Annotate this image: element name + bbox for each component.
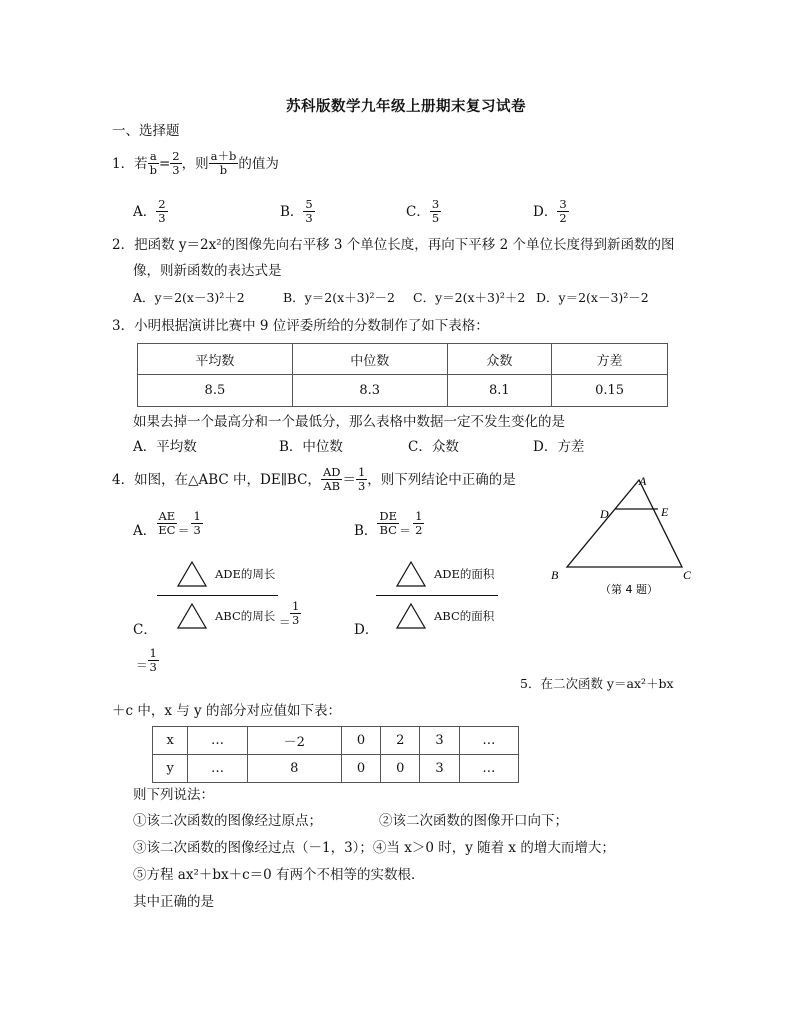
q1-option-a-label: A． — [133, 203, 157, 220]
q4-b-den: BC — [379, 523, 397, 537]
question-2-line2: 像，则新函数的表达式是 — [133, 263, 282, 279]
q4-b-num2: 1 — [415, 509, 423, 523]
q1-opt-a-num: 2 — [158, 197, 166, 211]
q1-opt-b-num: 5 — [305, 197, 313, 211]
q1-option-c[interactable] — [406, 198, 441, 225]
q4-pre: 4．如图，在△ABC 中，DE∥BC， — [112, 471, 321, 488]
q3-header-cell: 众数 — [447, 344, 552, 375]
q4-tail: ，则下列结论中正确的是 — [367, 471, 516, 488]
q4-option-b[interactable] — [354, 510, 424, 537]
q5-xy-table — [152, 726, 519, 783]
q2-option-a[interactable]: A．y＝2(x－3)²＋2 — [133, 290, 245, 305]
q4-d-bottom-text: ABC的面积 — [434, 609, 495, 623]
q5-statement-2: ②该二次函数的图像开口向下； — [379, 813, 568, 829]
q5-x-cell: －2 — [247, 727, 341, 755]
q5-y-cell: 8 — [247, 755, 341, 783]
q5-x-cell: x — [153, 727, 188, 755]
q1-option-b-label: B． — [280, 203, 304, 220]
q4-b-eq: ＝ — [399, 524, 412, 538]
q3-value-cell: 0.15 — [552, 375, 668, 407]
q1-frac2-den: 3 — [172, 163, 180, 177]
q5-y-cell: 0 — [341, 755, 380, 783]
q5-then: 则下列说法： — [133, 787, 214, 803]
q4-c-top-text: ADE的周长 — [215, 567, 276, 581]
q4-option-a[interactable] — [133, 510, 203, 537]
q3-header-cell: 平均数 — [138, 344, 293, 375]
q5-y-cell: y — [153, 755, 188, 783]
q4-a-den2: 3 — [193, 523, 201, 537]
q1-fraction-a-over-b — [148, 150, 159, 177]
q4-b-num: DE — [379, 509, 398, 523]
q1-tail: 的值为 — [238, 155, 279, 172]
q4-overflow-num: 1 — [149, 646, 157, 660]
q4-frac2-den: 3 — [357, 479, 366, 493]
q4-d-top-text: ADE的面积 — [434, 567, 495, 581]
q4-option-d[interactable]: D． — [354, 622, 379, 638]
q2-option-d[interactable]: D．y＝2(x－3)²－2 — [536, 290, 649, 305]
figure-label-c: C — [683, 568, 692, 582]
q1-frac1-num: a — [149, 149, 157, 163]
q4-frac2-num: 1 — [357, 465, 366, 479]
page-title: 苏科版数学九年级上册期末复习试卷 — [286, 98, 526, 115]
q5-y-cell: 3 — [420, 755, 459, 783]
q3-option-d[interactable]: D．方差 — [533, 439, 585, 455]
q4-frac-den: AB — [323, 479, 341, 493]
q3-value-cell: 8.3 — [292, 375, 447, 407]
q4-c-den2: 3 — [292, 613, 300, 627]
question-1-stem — [112, 150, 279, 177]
q4-c-fraction-bar — [157, 595, 278, 596]
q4-d-fraction-bar — [376, 595, 498, 596]
q3-option-a[interactable]: A．平均数 — [133, 439, 197, 455]
q1-option-b[interactable] — [280, 198, 315, 225]
q1-fraction-target — [209, 150, 239, 177]
q1-option-a[interactable] — [133, 198, 168, 225]
q4-overflow-eq: ＝ — [136, 657, 148, 672]
q3-stats-table — [137, 343, 668, 407]
q1-mid: ，则 — [181, 155, 209, 172]
q4-c-eq: ＝ — [279, 615, 291, 629]
q1-frac2-num: 2 — [172, 149, 180, 163]
triangle-icon — [177, 603, 207, 633]
q4-a-eq: ＝ — [177, 524, 190, 538]
question-2-line1: 2．把函数 y＝2x²的图像先向右平移 3 个单位长度，再向下平移 2 个单位长度得到新函数的图 — [112, 237, 675, 253]
q1-number: 1．若 — [112, 155, 148, 172]
question-5-cont: ＋c 中，x 与 y 的部分对应值如下表： — [112, 703, 341, 719]
figure-label-e: E — [661, 505, 669, 519]
q1-opt-d-num: 3 — [559, 197, 567, 211]
q3-value-cell: 8.1 — [447, 375, 552, 407]
triangle-icon — [396, 561, 426, 591]
q5-x-cell: … — [459, 727, 518, 755]
q4-option-c[interactable]: C． — [133, 622, 157, 638]
q1-frac3-num: a＋b — [210, 149, 237, 163]
q3-header-cell: 方差 — [552, 344, 668, 375]
q5-which: 其中正确的是 — [133, 894, 214, 910]
figure-label-d: D — [600, 507, 609, 521]
q5-statement-5: ⑤方程 ax²＋bx＋c＝0 有两个不相等的实数根． — [133, 867, 425, 883]
q5-x-cell: … — [188, 727, 247, 755]
q5-y-cell: … — [188, 755, 247, 783]
q4-a-num2: 1 — [193, 509, 201, 523]
q1-opt-a-den: 3 — [158, 211, 166, 225]
question-5-start: 5．在二次函数 y＝ax²＋bx — [520, 676, 674, 691]
q1-frac3-den: b — [219, 163, 228, 177]
q1-option-c-label: C． — [406, 203, 430, 220]
question-4-stem — [112, 466, 516, 493]
q1-opt-d-den: 2 — [559, 211, 567, 225]
q4-overflow-fraction — [136, 647, 159, 674]
q5-statement-3-4: ③该二次函数的图像经过点（－1，3）；④当 x＞0 时，y 随着 x 的增大而增大； — [133, 840, 615, 856]
question-3-stem: 3．小明根据演讲比赛中 9 位评委所给的分数制作了如下表格： — [112, 318, 489, 334]
q4-option-a-label: A． — [133, 523, 157, 539]
q4-triangle-figure — [545, 472, 705, 602]
q3-option-c[interactable]: C．众数 — [408, 439, 459, 455]
section-heading: 一、选择题 — [112, 123, 180, 139]
q4-c-num2: 1 — [292, 599, 300, 613]
q3-header-cell: 中位数 — [292, 344, 447, 375]
q1-option-d-label: D． — [533, 203, 558, 220]
q4-eq: ＝ — [342, 471, 356, 488]
q5-y-cell: … — [459, 755, 518, 783]
q2-option-c[interactable]: C．y＝2(x＋3)²＋2 — [413, 290, 526, 305]
q4-option-b-label: B． — [354, 523, 378, 539]
q4-c-fraction — [290, 600, 301, 627]
q4-frac-num: AD — [322, 465, 341, 479]
q5-x-cell: 3 — [420, 727, 459, 755]
q5-x-cell: 0 — [341, 727, 380, 755]
figure-label-b: B — [551, 568, 559, 582]
q4-overflow-den: 3 — [149, 660, 157, 674]
q1-opt-c-num: 3 — [431, 197, 440, 211]
q4-c-bottom-text: ABC的周长 — [215, 609, 276, 623]
figure-caption: （第 4 题） — [600, 583, 658, 596]
q5-statement-1: ①该二次函数的图像经过原点； — [133, 813, 322, 829]
q3-value-cell: 8.5 — [138, 375, 293, 407]
q5-y-cell: 0 — [381, 755, 420, 783]
question-3-followup: 如果去掉一个最高分和一个最低分，那么表格中数据一定不发生变化的是 — [133, 414, 565, 430]
q5-x-cell: 2 — [381, 727, 420, 755]
q1-frac1-den: b — [149, 163, 157, 177]
q4-b-den2: 2 — [415, 523, 423, 537]
q1-eq: = — [158, 155, 171, 172]
q1-fraction-2-over-3 — [170, 150, 181, 177]
q4-a-num: AE — [158, 509, 176, 523]
q1-opt-c-den: 5 — [431, 211, 440, 225]
q1-option-d[interactable] — [533, 198, 569, 225]
figure-label-a: A — [639, 474, 647, 488]
q3-option-b[interactable]: B．中位数 — [279, 439, 343, 455]
q2-option-b[interactable]: B．y＝2(x＋3)²－2 — [283, 290, 395, 305]
q4-a-den: EC — [158, 523, 176, 537]
q1-opt-b-den: 3 — [305, 211, 313, 225]
triangle-icon — [177, 561, 207, 591]
triangle-icon — [396, 603, 426, 633]
